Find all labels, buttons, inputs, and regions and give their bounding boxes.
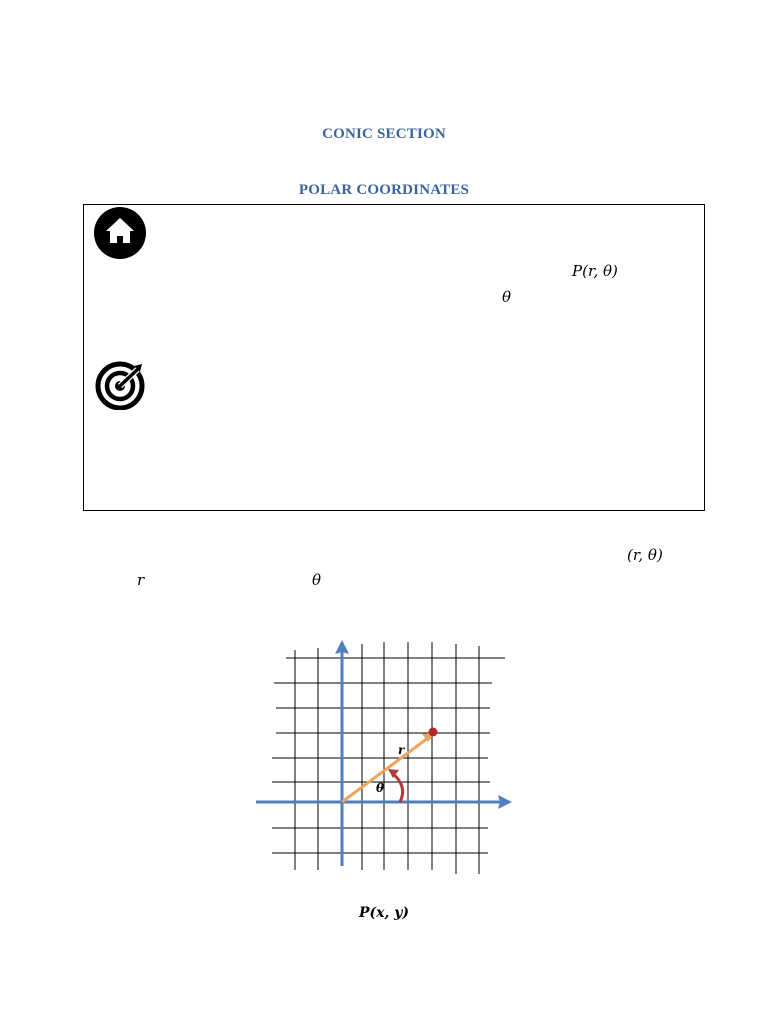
- theta-symbol: θ: [502, 288, 512, 306]
- grid: [272, 642, 505, 874]
- target-icon: [94, 360, 148, 410]
- point-p: [429, 728, 438, 737]
- label-r: r: [398, 743, 405, 757]
- x-axis-arrow: [498, 795, 512, 809]
- r-symbol: r: [137, 571, 145, 589]
- point-notation: P(r, θ): [572, 262, 618, 280]
- polar-coordinate-figure: [250, 630, 520, 880]
- info-box: [83, 204, 705, 511]
- label-theta: θ: [376, 781, 385, 795]
- y-axis-arrow: [335, 640, 349, 654]
- polar-pair: (r, θ): [627, 546, 663, 564]
- figure-caption: P(x, y): [358, 905, 409, 921]
- section-title: POLAR COORDINATES: [298, 182, 470, 198]
- radius-vector: [342, 738, 428, 802]
- theta-symbol: θ: [312, 571, 322, 589]
- home-icon: [93, 206, 147, 260]
- document-title: CONIC SECTION: [322, 126, 446, 142]
- angle-arc: [392, 773, 403, 802]
